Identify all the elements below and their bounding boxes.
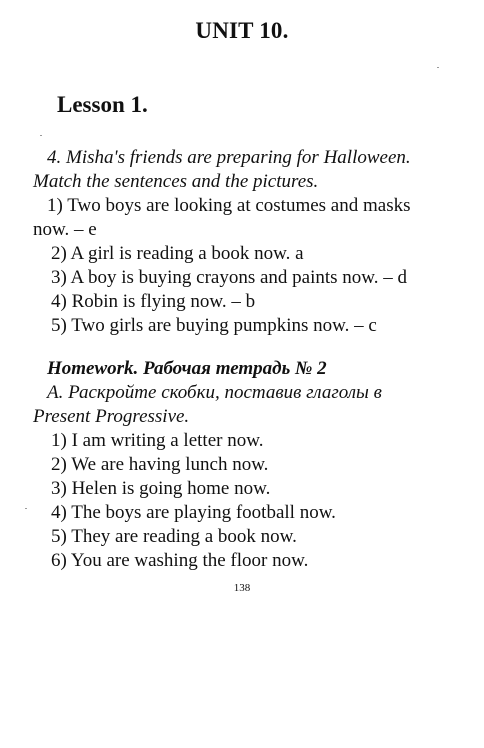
scan-speck bbox=[40, 135, 42, 136]
page-number: 138 bbox=[233, 582, 251, 594]
scan-speck bbox=[437, 67, 439, 68]
scan-speck bbox=[25, 508, 27, 509]
exercise-4-item-1: 1) Two boys are looking at costumes and masks bbox=[47, 195, 411, 216]
exercise-4-item-1-continued: now. – e bbox=[33, 219, 97, 240]
lesson-title: Lesson 1. bbox=[57, 92, 148, 117]
homework-item-3: 3) Helen is going home now. bbox=[51, 478, 271, 499]
homework-item-4: 4) The boys are playing football now. bbox=[51, 502, 336, 523]
exercise-4-instruction-line-2: Match the sentences and the pictures. bbox=[33, 171, 319, 192]
exercise-4-item-4: 4) Robin is flying now. – b bbox=[51, 291, 256, 312]
homework-item-1: 1) I am writing a letter now. bbox=[51, 430, 264, 451]
homework-heading: Homework. Рабочая тетрадь № 2 bbox=[47, 358, 327, 379]
homework-item-5: 5) They are reading a book now. bbox=[51, 526, 297, 547]
exercise-4-item-2: 2) A girl is reading a book now. a bbox=[51, 243, 304, 264]
homework-task-line-1: A. Раскройте скобки, поставив глаголы в bbox=[47, 382, 382, 403]
exercise-4-instruction-line-1: 4. Misha's friends are preparing for Halloween. bbox=[47, 147, 411, 168]
homework-task-line-2: Present Progressive. bbox=[33, 406, 190, 427]
homework-item-2: 2) We are having lunch now. bbox=[51, 454, 269, 475]
homework-item-6: 6) You are washing the floor now. bbox=[51, 550, 309, 571]
exercise-4-item-5: 5) Two girls are buying pumpkins now. – c bbox=[51, 315, 377, 336]
unit-title: UNIT 10. bbox=[195, 18, 289, 43]
exercise-4-item-3: 3) A boy is buying crayons and paints now. – d bbox=[51, 267, 408, 288]
